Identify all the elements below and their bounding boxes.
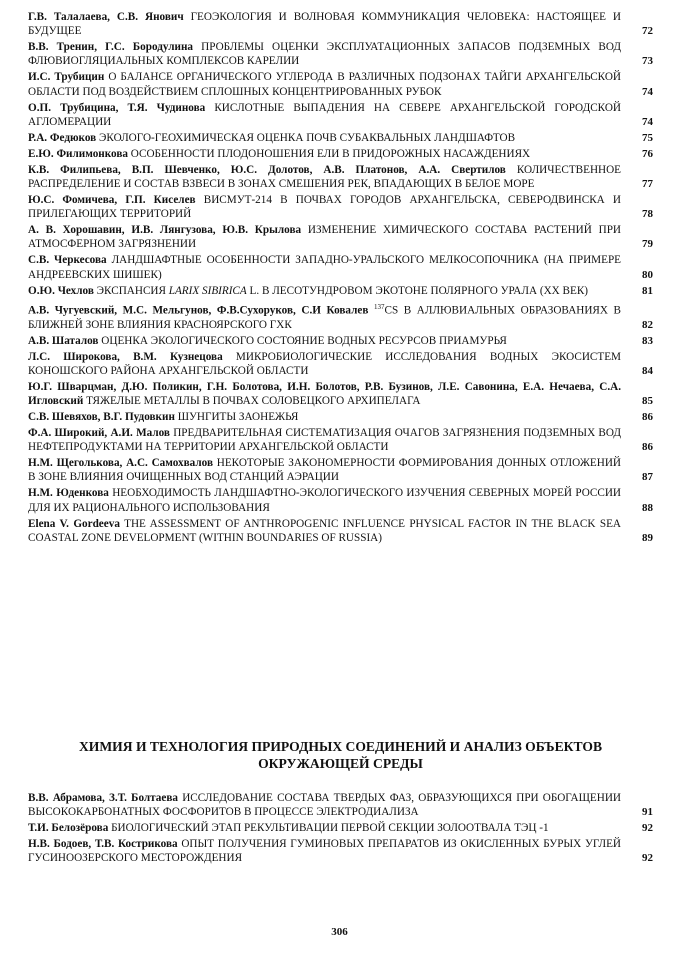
entry-page: 78 xyxy=(642,208,653,221)
entry-authors: О.Ю. Чехлов xyxy=(28,284,94,297)
list-item xyxy=(28,223,653,251)
list-item xyxy=(28,284,653,298)
entry-title: ЭКОЛОГО-ГЕОХИМИЧЕСКАЯ ОЦЕНКА ПОЧВ СУБАКВАЛЬНЫХ ЛАНДШАФТОВ xyxy=(99,131,516,144)
list-item xyxy=(28,163,653,191)
list-item xyxy=(28,410,653,424)
entry-page: 91 xyxy=(642,806,653,819)
entry-title: THE ASSESSMENT OF ANTHROPOGENIC INFLUENCE PHYSICAL FACTOR IN THE BLACK SEA COASTAL ZONE DEVELOPMENT (WITHIN BOUNDARIES OF RUSSIA) xyxy=(28,517,621,544)
entry-authors: Ф.А. Широкий, А.И. Малов xyxy=(28,426,170,439)
entry-authors: Е.Ю. Филимонкова xyxy=(28,147,128,160)
entry-authors: Н.В. Бодоев, Т.В. Кострикова xyxy=(28,838,178,851)
entry-authors: С.В. Черкесова xyxy=(28,254,107,267)
entry-page: 80 xyxy=(642,268,653,281)
entry-authors: Ю.С. Фомичева, Г.П. Киселев xyxy=(28,194,196,207)
entry-title: ПРОБЛЕМЫ ОЦЕНКИ ЭКСПЛУАТАЦИОННЫХ ЗАПАСОВ ПОДЗЕМНЫХ ВОД ФЛЮВИОГЛЯЦИАЛЬНЫХ КОМПЛЕКСОВ КАРЕЛИИ xyxy=(28,41,622,68)
list-item xyxy=(28,517,653,545)
entry-title: О БАЛАНСЕ ОРГАНИЧЕСКОГО УГЛЕРОДА В РАЗЛИЧНЫХ ПОДЗОНАХ ТАЙГИ АРХАНГЕЛЬСКОЙ ОБЛАСТИ ПОД ВОЗДЕЙСТВИЕМ СПЛОШНЫХ КОНЦЕНТРИРОВАННЫХ РУБОК xyxy=(28,71,622,98)
entry-title: ОСОБЕННОСТИ ПЛОДОНОШЕНИЯ ЕЛИ В ПРИДОРОЖНЫХ НАСАЖДЕНИЯХ xyxy=(130,147,531,160)
entry-title-post: L. В ЛЕСОТУНДРОВОМ ЭКОТОНЕ ПОЛЯРНОГО УРАЛА (XX ВЕК) xyxy=(246,284,589,297)
entry-page: 76 xyxy=(642,147,653,160)
entry-page: 92 xyxy=(642,822,653,835)
list-item xyxy=(28,837,653,865)
entry-page: 83 xyxy=(642,334,653,347)
entry-title: НЕКОТОРЫЕ ЗАКОНОМЕРНОСТИ ФОРМИРОВАНИЯ ДОННЫХ ОТЛОЖЕНИЙ В ЗОНЕ ВЛИЯНИЯ ОЧИЩЕННЫХ ВОД СТАНЦИЙ АЭРАЦИИ xyxy=(28,457,621,484)
list-item xyxy=(28,334,653,348)
list-item xyxy=(28,426,653,454)
entry-authors: А. В. Хорошавин, И.В. Лянгузова, Ю.В. Крылова xyxy=(28,224,302,237)
entry-authors: Ю.Г. Шварцман, Д.Ю. Поликин, Г.Н. Болотова, И.Н. Болотов, Р.В. Бузинов, Л.Е. Савонина, Е.А. Нечаева, С.А. Игловский xyxy=(28,380,621,407)
entry-page: 85 xyxy=(642,394,653,407)
entry-authors: И.С. Трубицин xyxy=(28,71,105,84)
list-item xyxy=(28,300,653,332)
entry-page: 84 xyxy=(642,364,653,377)
entry-authors: Т.И. Белозёрова xyxy=(28,822,109,835)
entry-page: 72 xyxy=(642,25,653,38)
entry-page: 89 xyxy=(642,531,653,544)
entry-title: ОЦЕНКА ЭКОЛОГИЧЕСКОГО СОСТОЯНИЕ ВОДНЫХ РЕСУРСОВ ПРИАМУРЬЯ xyxy=(101,334,507,347)
list-item xyxy=(28,131,653,145)
entry-title: ИССЛЕДОВАНИЕ СОСТАВА ТВЕРДЫХ ФАЗ, ОБРАЗУЮЩИХСЯ ПРИ ОБОГАЩЕНИИ ВЫСОКОКАРБОНАТНЫХ ФОСФОРИТОВ В ПРОЦЕССЕ ЭЛЕКТРОДИАЛИЗА xyxy=(28,792,621,819)
entry-title: ШУНГИТЫ ЗАОНЕЖЬЯ xyxy=(177,410,299,423)
list-item xyxy=(28,380,653,408)
list-item xyxy=(28,456,653,484)
entry-authors: Elena V. Gordeeva xyxy=(28,517,120,530)
entry-title: ПРЕДВАРИТЕЛЬНАЯ СИСТЕМАТИЗАЦИЯ ОЧАГОВ ЗАГРЯЗНЕНИЯ ПОДЗЕМНЫХ ВОД НЕФТЕПРОДУКТАМИ НА ТЕРРИТОРИИ АРХАНГЕЛЬСКОЙ ОБЛАСТИ xyxy=(28,426,622,454)
entry-title: КИСЛОТНЫЕ ВЫПАДЕНИЯ НА СЕВЕРЕ АРХАНГЕЛЬСКОЙ ГОРОДСКОЙ АГЛОМЕРАЦИИ xyxy=(28,101,622,128)
entry-title: ГЕОЭКОЛОГИЯ И ВОЛНОВАЯ КОММУНИКАЦИЯ ЧЕЛОВЕКА: НАСТОЯЩЕЕ И БУДУЩЕЕ xyxy=(28,11,622,38)
entry-page: 86 xyxy=(642,410,653,423)
entry-page: 87 xyxy=(642,471,653,484)
entry-title: ВИСМУТ-214 В ПОЧВАХ ГОРОДОВ АРХАНГЕЛЬСКА, СЕВЕРОДВИНСКА И ПРИЛЕГАЮЩИХ ТЕРРИТОРИЙ xyxy=(28,194,622,221)
entry-page: 77 xyxy=(642,178,653,191)
entry-authors: Л.С. Широкова, В.М. Кузнецова xyxy=(28,350,223,363)
list-item xyxy=(28,193,653,221)
list-item xyxy=(28,40,653,68)
entry-title: БИОЛОГИЧЕСКИЙ ЭТАП РЕКУЛЬТИВАЦИИ ПЕРВОЙ СЕКЦИИ ЗОЛООТВАЛА ТЭЦ -1 xyxy=(111,822,549,835)
contents-list xyxy=(28,10,653,547)
entry-page: 81 xyxy=(642,284,653,297)
entry-page: 92 xyxy=(642,852,653,865)
list-item xyxy=(28,821,653,835)
entry-page: 82 xyxy=(642,318,653,331)
section-heading-line: ОКРУЖАЮЩЕЙ СРЕДЫ xyxy=(258,756,423,771)
entry-title: МИКРОБИОЛОГИЧЕСКИЕ ИССЛЕДОВАНИЯ ВОДНЫХ ЭКОСИСТЕМ КОНОШСКОГО РАЙОНА АРХАНГЕЛЬСКОЙ ОБЛАСТИ xyxy=(28,350,621,377)
entry-title: ОПЫТ ПОЛУЧЕНИЯ ГУМИНОВЫХ ПРЕПАРАТОВ ИЗ ОКИСЛЕННЫХ БУРЫХ УГЛЕЙ ГУСИНООЗЕРСКОГО МЕСТОРОЖДЕНИЯ xyxy=(28,838,621,865)
list-item xyxy=(28,486,653,514)
list-item xyxy=(28,101,653,129)
entry-title: ИЗМЕНЕНИЕ ХИМИЧЕСКОГО СОСТАВА РАСТЕНИЙ ПРИ АТМОСФЕРНОМ ЗАГРЯЗНЕНИИ xyxy=(28,224,621,251)
section-heading xyxy=(28,738,653,772)
entry-authors: Н.М. Юденкова xyxy=(28,487,109,500)
entry-page: 73 xyxy=(642,55,653,68)
list-item xyxy=(28,147,653,161)
entry-authors: Р.А. Федюков xyxy=(28,131,97,144)
entry-authors: В.В. Тренин, Г.С. Бородулина xyxy=(28,41,193,54)
page-number: 306 xyxy=(331,926,348,938)
entry-title: ТЯЖЕЛЫЕ МЕТАЛЛЫ В ПОЧВАХ СОЛОВЕЦКОГО АРХИПЕЛАГА xyxy=(86,394,421,407)
list-item xyxy=(28,253,653,281)
list-item xyxy=(28,791,653,819)
entry-authors: Г.В. Талалаева, С.В. Янович xyxy=(28,11,184,23)
contents-list-section xyxy=(28,791,653,867)
entry-page: 86 xyxy=(642,441,653,454)
entry-title: КОЛИЧЕСТВЕННОЕ РАСПРЕДЕЛЕНИЕ И СОСТАВ ВЗВЕСИ В ЗОНАХ СМЕШЕНИЯ РЕК, ВПАДАЮЩИХ В БЕЛОЕ МОРЕ xyxy=(28,163,622,191)
list-item xyxy=(28,350,653,378)
entry-title: ЛАНДШАФТНЫЕ ОСОБЕННОСТИ ЗАПАДНО-УРАЛЬСКОГО МЕЛКОСОПОЧНИКА (НА ПРИМЕРЕ АНДРЕЕВСКИХ ШИШЕК) xyxy=(28,254,621,281)
entry-title-pre: ЭКСПАНСИЯ xyxy=(96,284,169,297)
list-item xyxy=(28,70,653,98)
entry-page: 79 xyxy=(642,238,653,251)
entry-authors: К.В. Филипьева, В.П. Шевченко, Ю.С. Долотов, А.В. Платонов, А.А. Свертилов xyxy=(28,163,506,176)
entry-page: 75 xyxy=(642,131,653,144)
list-item xyxy=(28,10,653,38)
entry-title-sup: 137 xyxy=(374,302,385,311)
entry-title-italic: LARIX SIBIRICA xyxy=(168,284,247,297)
entry-authors: А.В. Шаталов xyxy=(28,334,99,347)
entry-authors: О.П. Трубицина, Т.Я. Чудинова xyxy=(28,101,206,114)
entry-authors: Н.М. Щеголькова, А.С. Самохвалов xyxy=(28,457,213,470)
entry-page: 74 xyxy=(642,85,653,98)
entry-page: 74 xyxy=(642,115,653,128)
entry-authors: С.В. Шевяхов, В.Г. Пудовкин xyxy=(28,410,175,423)
entry-authors: А.В. Чугуевский, М.С. Мельгунов, Ф.В.Сухоруков, С.И Ковалев xyxy=(28,304,369,317)
entry-authors: В.В. Абрамова, З.Т. Болтаева xyxy=(28,792,179,804)
entry-title: НЕОБХОДИМОСТЬ ЛАНДШАФТНО-ЭКОЛОГИЧЕСКОГО ИЗУЧЕНИЯ СЕВЕРНЫХ МОРЕЙ РОССИИ ДЛЯ ИХ РАЦИОНАЛЬНОГО ИСПОЛЬЗОВАНИЯ xyxy=(28,487,622,514)
section-heading-line: ХИМИЯ И ТЕХНОЛОГИЯ ПРИРОДНЫХ СОЕДИНЕНИЙ И АНАЛИЗ ОБЪЕКТОВ xyxy=(78,739,603,754)
entry-title: CS В АЛЛЮВИАЛЬНЫХ ОБРАЗОВАНИЯХ В БЛИЖНЕЙ ЗОНЕ ВЛИЯНИЯ КРАСНОЯРСКОГО ГХК xyxy=(28,304,621,331)
entry-page: 88 xyxy=(642,501,653,514)
